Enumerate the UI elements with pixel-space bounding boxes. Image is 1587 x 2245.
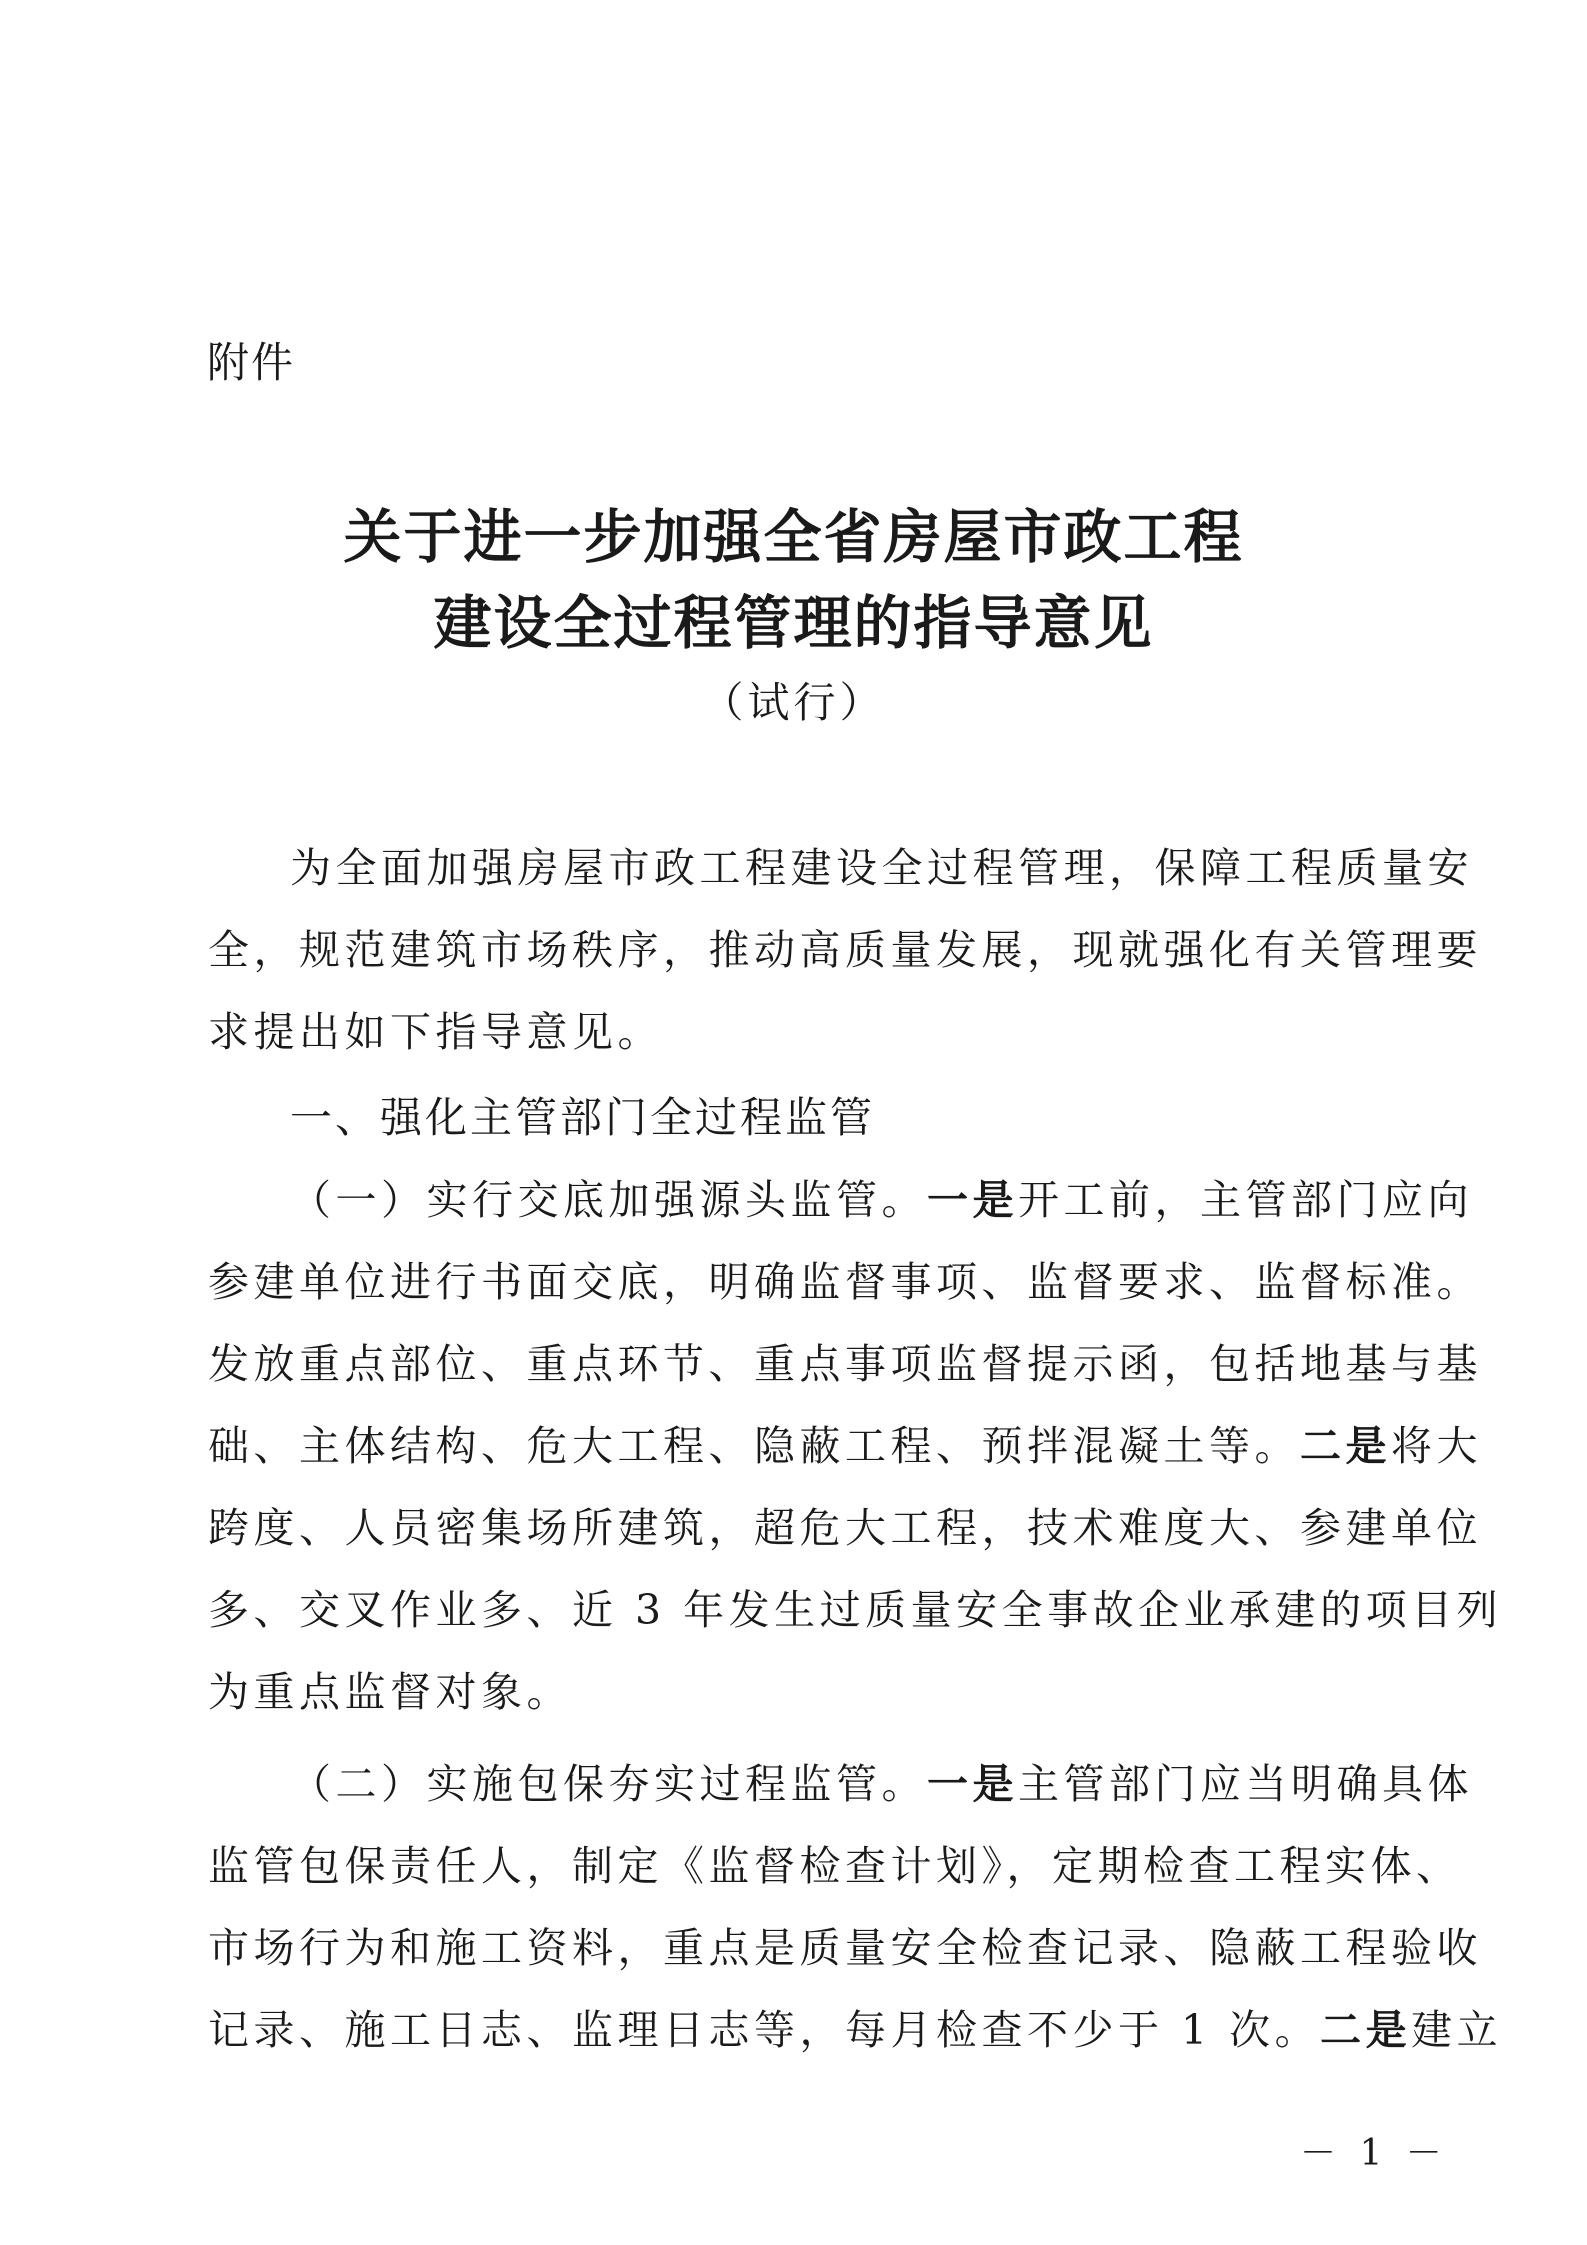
item2-text: 记录、施工日志、监理日志等，每月检查不少于 1 次。 bbox=[208, 2006, 1321, 2054]
intro-line: 为全面加强房屋市政工程建设全过程管理，保障工程质量安 bbox=[290, 844, 1473, 892]
item1-line: 参建单位进行书面交底，明确监督事项、监督要求、监督标准。 bbox=[208, 1258, 1482, 1306]
intro-line: 求提出如下指导意见。 bbox=[208, 1008, 663, 1056]
item2-text: 建立 bbox=[1411, 2006, 1503, 2054]
bold-marker: 二是 bbox=[1320, 2006, 1412, 2054]
bold-marker: 一是 bbox=[927, 1760, 1018, 1808]
document-title-line1: 关于进一步加强全省房屋市政工程 bbox=[343, 503, 1244, 571]
attachment-label: 附件 bbox=[207, 338, 296, 387]
item2-line: 监管包保责任人，制定《监督检查计划》，定期检查工程实体、 bbox=[208, 1842, 1462, 1890]
bold-marker: 二是 bbox=[1300, 1422, 1391, 1470]
item1-text: 础、主体结构、危大工程、隐蔽工程、预拌混凝土等。 bbox=[208, 1422, 1300, 1470]
section-heading: 一、强化主管部门全过程监管 bbox=[290, 1093, 876, 1142]
item1-text: 将大 bbox=[1391, 1422, 1482, 1470]
item1-line: 发放重点部位、重点环节、重点事项监督提示函，包括地基与基 bbox=[208, 1340, 1482, 1388]
item1-text: 开工前，主管部门应向 bbox=[1018, 1176, 1473, 1224]
intro-line: 全，规范建筑市场秩序，推动高质量发展，现就强化有关管理要 bbox=[208, 926, 1482, 974]
item2-heading: （二）实施包保夯实过程监管。 bbox=[290, 1760, 927, 1808]
document-subtitle: （试行） bbox=[701, 678, 886, 727]
bold-marker: 一是 bbox=[927, 1176, 1018, 1224]
document-title-line2: 建设全过程管理的指导意见 bbox=[433, 589, 1154, 657]
item1-line: 为重点监督对象。 bbox=[208, 1668, 572, 1716]
item1-line: 跨度、人员密集场所建筑，超危大工程，技术难度大、参建单位 bbox=[208, 1504, 1482, 1552]
item1-line: 多、交叉作业多、近 3 年发生过质量安全事故企业承建的项目列 bbox=[208, 1586, 1503, 1634]
item1-line bbox=[208, 1413, 1482, 1472]
item1-heading: （一）实行交底加强源头监管。 bbox=[290, 1176, 927, 1224]
item2-line bbox=[208, 1997, 1503, 2056]
page-number: － 1 － bbox=[1300, 2133, 1448, 2174]
item1-line bbox=[290, 1167, 1473, 1226]
item2-line bbox=[290, 1751, 1473, 1810]
item2-text: 主管部门应当明确具体 bbox=[1018, 1760, 1473, 1808]
item2-line: 市场行为和施工资料，重点是质量安全检查记录、隐蔽工程验收 bbox=[208, 1924, 1482, 1972]
